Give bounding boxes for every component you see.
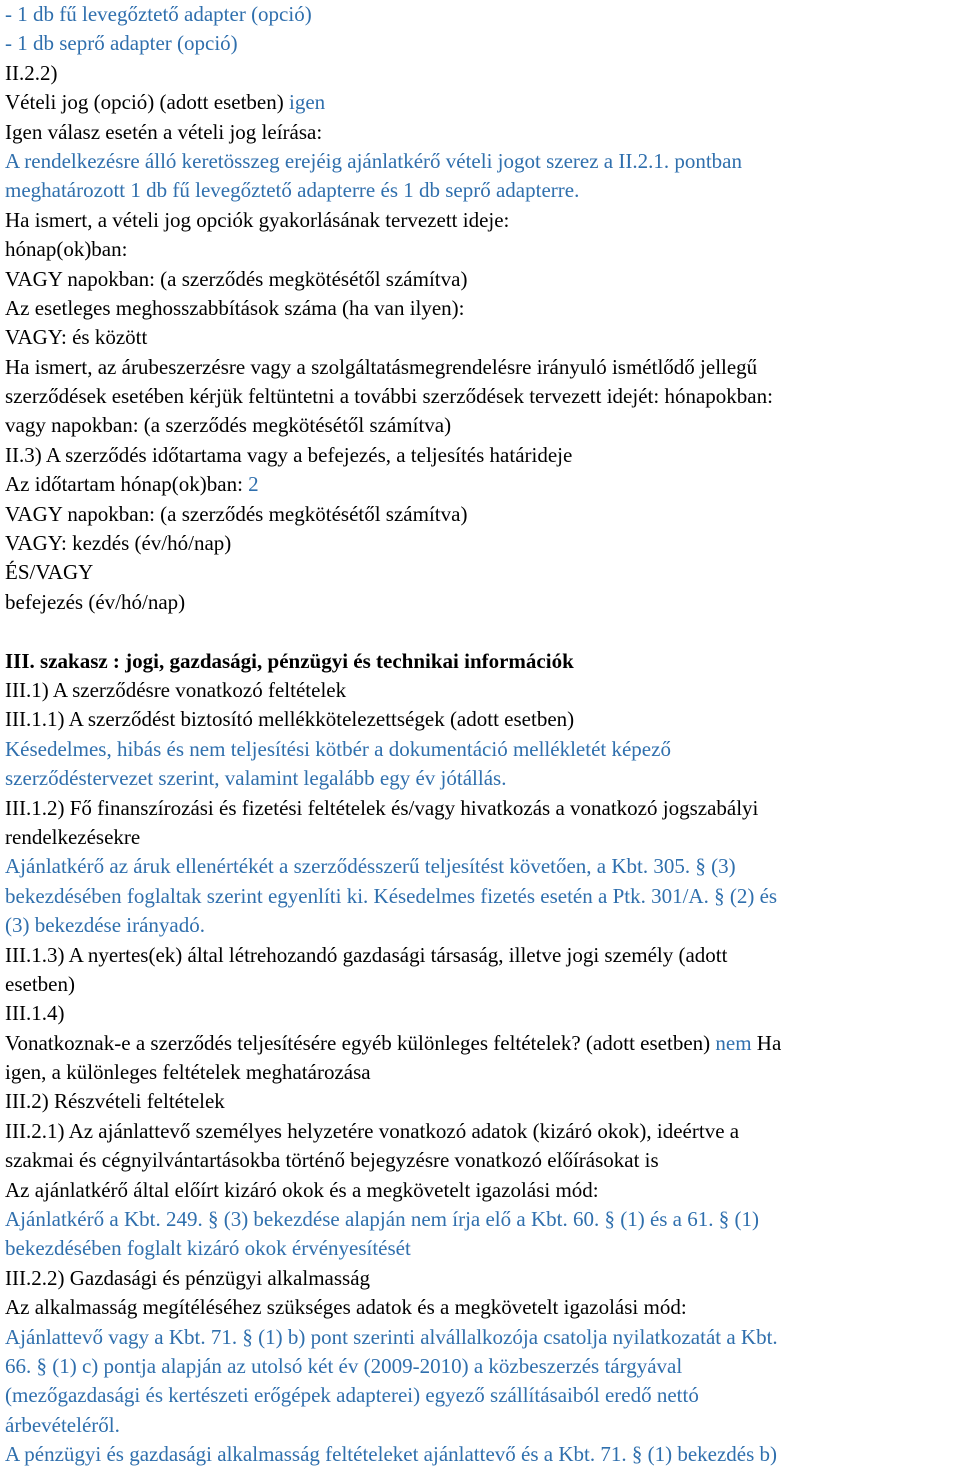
body-text: III.1.4) (5, 1001, 65, 1026)
text-line (5, 1381, 956, 1410)
text-line (5, 1029, 956, 1058)
text-line (5, 529, 956, 558)
body-text: vagy napokban: (a szerződés megkötésétől számítva) (5, 413, 452, 438)
body-text: Az alkalmasság megítéléséhez szükséges adatok és a megkövetelt igazolási mód: (5, 1295, 687, 1320)
body-text: Az esetleges meghosszabbítások száma (ha van ilyen): (5, 295, 465, 320)
body-text: ÉS/VAGY (5, 560, 94, 585)
text-line (5, 999, 956, 1028)
highlighted-text: igen (288, 90, 326, 115)
highlighted-text: Késedelmes, hibás és nem teljesítési kötbér a dokumentáció mellékletét képező (5, 736, 671, 761)
text-line (5, 588, 956, 617)
highlighted-text: Ajánlatkérő az áruk ellenértékét a szerződésszerű teljesítést követően, a Kbt. 305. § (3) (5, 854, 736, 879)
highlighted-text: Ajánlatkérő a Kbt. 249. § (3) bekezdése alapján nem írja elő a Kbt. 60. § (1) és a 61. § (1) (5, 1207, 759, 1232)
body-text: II.3) A szerződés időtartama vagy a befejezés, a teljesítés határideje (5, 442, 573, 467)
text-line (5, 911, 956, 940)
body-text: Ha (751, 1030, 782, 1055)
text-line (5, 1264, 956, 1293)
text-line (5, 29, 956, 58)
text-line (5, 206, 956, 235)
body-text: igen, a különleges feltételek meghatározása (5, 1060, 371, 1085)
body-text: Vonatkoznak-e a szerződés teljesítésére egyéb különleges feltételek? (adott esetben) (5, 1030, 716, 1055)
text-line (5, 1411, 956, 1440)
text-line (5, 118, 956, 147)
body-text: VAGY: kezdés (év/hó/nap) (5, 531, 232, 556)
text-line (5, 353, 956, 382)
text-line (5, 147, 956, 176)
text-line (5, 265, 956, 294)
body-text: III.2) Részvételi feltételek (5, 1089, 225, 1114)
highlighted-text: 2 (248, 472, 259, 497)
highlighted-text: szerződéstervezet szerint, valamint legalább egy év jótállás. (5, 766, 507, 791)
highlighted-text: (mezőgazdasági és kertészeti erőgépek adapterei) egyező szállításaiból eredő nettó (5, 1383, 699, 1408)
body-text: Vételi jog (opció) (adott esetben) (5, 90, 289, 115)
body-text: VAGY napokban: (a szerződés megkötésétől számítva) (5, 266, 468, 291)
body-text: rendelkezésekre (5, 824, 141, 849)
text-line (5, 882, 956, 911)
text-line (5, 705, 956, 734)
text-line (5, 1323, 956, 1352)
body-text: szerződések esetében kérjük feltüntetni a további szerződések tervezett idejét: hónapokban: (5, 384, 773, 409)
body-text: III.1.2) Fő finanszírozási és fizetési feltételek és/vagy hivatkozás a vonatkozó jogszabályi (5, 795, 759, 820)
text-line (5, 764, 956, 793)
body-text: hónap(ok)ban: (5, 237, 128, 262)
text-line (5, 1176, 956, 1205)
text-line (5, 294, 956, 323)
text-line (5, 0, 956, 29)
text-line (5, 1440, 956, 1469)
text-line (5, 676, 956, 705)
text-line (5, 647, 956, 676)
text-line (5, 411, 956, 440)
text-line (5, 1087, 956, 1116)
text-line (5, 176, 956, 205)
text-line (5, 1205, 956, 1234)
text-line (5, 1293, 956, 1322)
body-text: III. szakasz : jogi, gazdasági, pénzügyi és technikai információk (5, 648, 574, 673)
text-line (5, 441, 956, 470)
body-text: II.2.2) (5, 60, 58, 85)
text-line (5, 1146, 956, 1175)
body-text: Igen válasz esetén a vételi jog leírása: (5, 119, 323, 144)
body-text: esetben) (5, 971, 75, 996)
text-line (5, 59, 956, 88)
body-text: III.2.1) Az ajánlattevő személyes helyzetére vonatkozó adatok (kizáró okok), ideértve a (5, 1118, 740, 1143)
text-line (5, 1234, 956, 1263)
text-line (5, 941, 956, 970)
body-text: befejezés (év/hó/nap) (5, 589, 186, 614)
highlighted-text: árbevételéről. (5, 1412, 120, 1437)
body-text: III.1.3) A nyertes(ek) által létrehozandó gazdasági társaság, illetve jogi személy (adott (5, 942, 728, 967)
text-line (5, 970, 956, 999)
body-text: III.1.1) A szerződést biztosító mellékkötelezettségek (adott esetben) (5, 707, 575, 732)
blank-line (5, 617, 956, 646)
text-line (5, 558, 956, 587)
highlighted-text: - 1 db fű levegőztető adapter (opció) (5, 2, 312, 26)
text-line (5, 735, 956, 764)
highlighted-text: Ajánlattevő vagy a Kbt. 71. § (1) b) pont szerinti alvállalkozója csatolja nyilatkozatát a Kbt. (5, 1324, 778, 1349)
text-line (5, 88, 956, 117)
body-text: III.1) A szerződésre vonatkozó feltételek (5, 677, 347, 702)
highlighted-text: 66. § (1) c) pontja alapján az utolsó két év (2009-2010) a közbeszerzés tárgyával (5, 1353, 683, 1378)
text-line (5, 1117, 956, 1146)
highlighted-text: A rendelkezésre álló keretösszeg erejéig ajánlatkérő vételi jogot szerez a II.2.1. pontban (5, 148, 742, 173)
body-text: Az ajánlatkérő által előírt kizáró okok és a megkövetelt igazolási mód: (5, 1177, 599, 1202)
body-text: VAGY napokban: (a szerződés megkötésétől számítva) (5, 501, 468, 526)
text-line (5, 382, 956, 411)
text-line (5, 235, 956, 264)
body-text: VAGY: és között (5, 325, 148, 350)
text-line (5, 1352, 956, 1381)
text-line (5, 323, 956, 352)
text-line (5, 794, 956, 823)
highlighted-text: meghatározott 1 db fű levegőztető adapterre és 1 db seprő adapterre. (5, 178, 580, 203)
text-line (5, 1058, 956, 1087)
highlighted-text: bekezdésében foglaltak szerint egyenlíti ki. Késedelmes fizetés esetén a Ptk. 301/A. § (2) és (5, 883, 778, 908)
highlighted-text: bekezdésében foglalt kizáró okok érvényesítését (5, 1236, 411, 1261)
body-text: Az időtartam hónap(ok)ban: (5, 472, 249, 497)
highlighted-text: (3) bekezdése irányadó. (5, 913, 205, 938)
highlighted-text: nem (715, 1030, 752, 1055)
highlighted-text: A pénzügyi és gazdasági alkalmasság feltételeket ajánlattevő és a Kbt. 71. § (1) bekezdés b) (5, 1442, 778, 1467)
body-text: Ha ismert, az árubeszerzésre vagy a szolgáltatásmegrendelésre irányuló ismétlődő jellegű (5, 354, 758, 379)
body-text: III.2.2) Gazdasági és pénzügyi alkalmasság (5, 1265, 371, 1290)
text-line (5, 470, 956, 499)
body-text: szakmai és cégnyilvántartásokba történő bejegyzésre vonatkozó előírásokat is (5, 1148, 659, 1173)
text-line (5, 500, 956, 529)
body-text: Ha ismert, a vételi jog opciók gyakorlásának tervezett ideje: (5, 207, 510, 232)
highlighted-text: - 1 db seprő adapter (opció) (5, 31, 238, 56)
text-line (5, 823, 956, 852)
text-line (5, 852, 956, 881)
